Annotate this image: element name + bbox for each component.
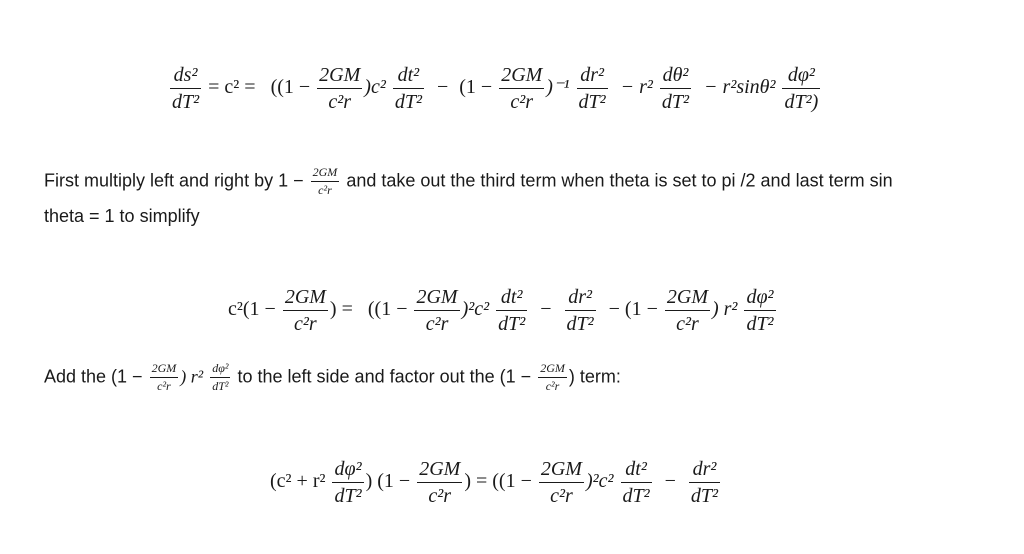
fraction: $\frac{2GM}{\text{c²r}}$ [419, 458, 461, 507]
fraction: $\frac{2GM}{\text{c²r}}$ [319, 64, 361, 113]
fraction: $\frac{2GM}{\text{c²r}}$ [312, 165, 338, 198]
explanation-text-1-line2: theta = 1 to simplify [44, 206, 200, 226]
fraction: $\frac{\text{dt²}}{\text{dT²}}$ [498, 286, 526, 335]
explanation-text-1: First multiply left and right by 1 − $\frac{2GM}{\text{c²r}}$ and take out the third term when theta is set to pi /2 and last term sin [44, 165, 893, 198]
fraction: $\frac{2GM}{\text{c²r}}$ [540, 361, 565, 394]
equation-3: (c² + r² $\frac{\text{dφ²}}{\text{dT²}}$ ) (1 − $\frac{2GM}{\text{c²r}}$ ) = ((1 − $\frac{2GM}{\text{c²r}}$ )²c² $\frac{\text{dt²}}{\text{dT²}}$ − $\frac{\text{dr²}}{\text{dT²}}$ [270, 458, 719, 507]
explanation-text-2: Add the (1 − $\frac{2GM}{\text{c²r}}$ ) r² $\frac{\text{dφ²}}{\text{dT²}}$ to the left side and factor out the (1 − $\frac{2GM}{\text{c²r}}$ ) term: [44, 361, 621, 394]
fraction: $\frac{2GM}{\text{c²r}}$ [540, 458, 582, 507]
fraction: $\frac{2GM}{\text{c²r}}$ [666, 286, 708, 335]
fraction: $\frac{\text{dr²}}{\text{dT²}}$ [566, 286, 594, 335]
fraction: $\frac{\text{dφ²}}{\text{dT²)}}$ [784, 64, 819, 113]
fraction: $\frac{2GM}{\text{c²r}}$ [416, 286, 458, 335]
fraction: $\frac{\text{dθ²}}{\text{dT²}}$ [661, 64, 690, 113]
fraction: $\frac{\text{ds²}}{\text{dT²}}$ [172, 64, 200, 113]
fraction: $\frac{2GM}{\text{c²r}}$ [151, 361, 177, 394]
fraction: $\frac{\text{dt²}}{\text{dT²}}$ [622, 458, 650, 507]
equation-1: $\frac{\text{ds²}}{\text{dT²}}$ = c² = ((1 − $\frac{2GM}{\text{c²r}}$ )c² $\frac{\text{dt²}}{\text{dT²}}$ − (1 − $\frac{2GM}{\text{c²r}}$ )⁻¹ $\frac{\text{dr²}}{\text{dT²}}$ − r² $\frac{\text{dθ²}}{\text{dT²}}$ − r²sinθ² $\frac{\text{dφ²}}{\text{dT²)}}$ [172, 64, 819, 113]
fraction: $\frac{\text{dr²}}{\text{dT²}}$ [690, 458, 719, 507]
fraction: $\frac{\text{dφ²}}{\text{dT²}}$ [746, 286, 774, 335]
equation-2: c²(1 − $\frac{2GM}{\text{c²r}}$ ) = ((1 − $\frac{2GM}{\text{c²r}}$ )²c² $\frac{\text{dt²}}{\text{dT²}}$ − $\frac{\text{dr²}}{\text{dT²}}$ − (1 − $\frac{2GM}{\text{c²r}}$ ) r² $\frac{\text{dφ²}}{\text{dT²}}$ [228, 286, 774, 335]
fraction: $\frac{\text{dφ²}}{\text{dT²}}$ [212, 361, 229, 394]
fraction: $\frac{\text{dr²}}{\text{dT²}}$ [578, 64, 606, 113]
fraction: $\frac{\text{dt²}}{\text{dT²}}$ [394, 64, 422, 113]
fraction: $\frac{2GM}{\text{c²r}}$ [284, 286, 326, 335]
fraction: $\frac{2GM}{\text{c²r}}$ [501, 64, 543, 113]
fraction: $\frac{\text{dφ²}}{\text{dT²}}$ [334, 458, 362, 507]
